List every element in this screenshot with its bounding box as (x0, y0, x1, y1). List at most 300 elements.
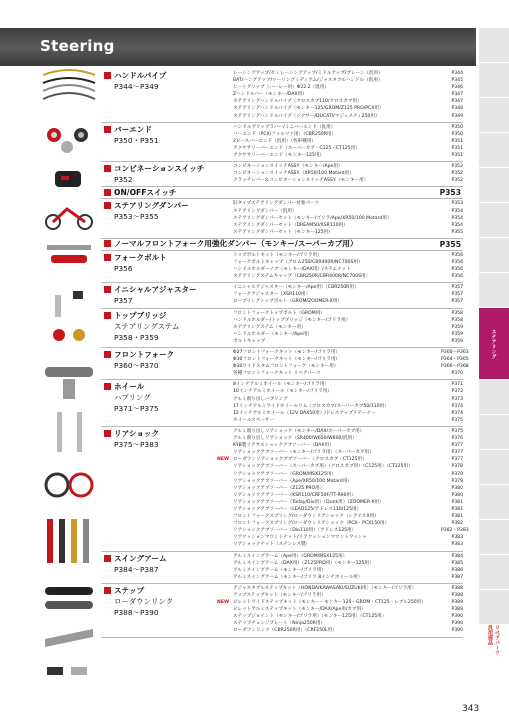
list-item (233, 273, 463, 280)
item-page: P352 (451, 178, 463, 184)
list-item (233, 541, 463, 548)
category-pages: P360〜P370 (114, 361, 159, 370)
list-item (233, 222, 463, 229)
item-page: P356 (451, 259, 463, 265)
product-photos (39, 67, 99, 687)
list-item (233, 527, 469, 534)
item-page: P347 (451, 99, 463, 105)
category-name: コンビネーションスイッチ (104, 164, 233, 174)
bullet-square-icon (104, 189, 111, 196)
item-page: P375 (451, 428, 463, 434)
item-title: ステップチェンジプレート（Ninja250R用） (233, 621, 326, 627)
list-item (233, 410, 463, 417)
item-title: フロントフォークトップボルト（GROM用） (233, 310, 325, 316)
item-page: P364・P365 (441, 357, 469, 363)
item-title: リアショックアブソーバー（Today/Dio用）（Dunk用）（ZOOMER-X用） (233, 499, 384, 505)
bullet-square-icon (104, 126, 111, 133)
category-subname: ステアリングステム (114, 321, 180, 331)
item-title: 旧タイプステアリングダンパー対象パーツ (233, 201, 319, 207)
item-title: ステアリングダンパーセット（モンキー/ゴリラ/Ape/XR50/100 Motard用） (233, 215, 392, 221)
category-name: ホイール (104, 382, 233, 392)
list-item (233, 349, 469, 356)
category-name: トップブリッジ (104, 311, 233, 321)
item-title: 各種フロントフォークキット リペアパーツ (233, 371, 321, 377)
item-list (233, 162, 463, 186)
category-section (101, 348, 469, 380)
index-tab[interactable] (479, 98, 509, 133)
category-section (101, 199, 463, 238)
list-item (233, 266, 463, 273)
new-badge: NEW (217, 457, 230, 463)
list-item (233, 229, 463, 236)
index-tab[interactable] (479, 380, 509, 415)
item-title: アクセサリーバーエンド（モンキー125用） (233, 153, 325, 159)
category-subname: ハブリング (114, 393, 151, 403)
item-page: P352 (451, 171, 463, 177)
item-title: Φ30フロントフォークキット（モンキー/ゴリラ用） (233, 357, 341, 363)
item-page: P381 (451, 499, 463, 505)
list-item (233, 356, 469, 363)
item-title: リアショックアブソーバー（モンキー/ゴリラ用）（スーパーカブ用） (233, 450, 374, 456)
index-tab[interactable] (479, 415, 509, 450)
item-page: P359 (451, 331, 463, 337)
category-pages: P384〜P387 (114, 564, 159, 574)
item-page: P383 (451, 535, 463, 541)
bullet-square-icon (104, 202, 111, 209)
list-item (233, 381, 463, 388)
bullet-square-icon (104, 240, 111, 247)
category-pages: P371〜P375 (114, 404, 159, 414)
item-list (233, 283, 463, 307)
item-title: ハンドルホルダー/トップブリッジ（モンキー/ゴリラ用） (233, 317, 351, 323)
category-name: ステップ (104, 586, 233, 596)
item-title: ローダウンリアショックアブソーバー（クロスカブ・CT125用） (233, 457, 367, 463)
list-item (233, 331, 463, 338)
category-name: ON/OFFスイッチ (101, 188, 440, 198)
list-item (233, 310, 463, 317)
category-pages: P388〜P390 (114, 607, 159, 617)
item-page: P378 (451, 464, 463, 470)
category-pages: P375〜P383 (114, 439, 159, 449)
item-page: P359 (451, 324, 463, 330)
index-tab[interactable] (479, 555, 509, 590)
list-item (233, 485, 463, 492)
item-page: P388 (451, 593, 463, 598)
list-item (233, 170, 463, 177)
category-section (101, 427, 469, 552)
category-pages: P353〜P355 (114, 212, 159, 222)
list-item (233, 215, 463, 222)
list-item (233, 370, 463, 377)
item-page: P348 (451, 106, 463, 112)
catalog-index (101, 69, 469, 638)
list-item (233, 534, 463, 541)
list-item (233, 298, 463, 305)
list-item (233, 77, 463, 84)
item-title: 2ピースバーエンド（汎用）（各車種用） (233, 138, 316, 144)
index-tab[interactable] (479, 485, 509, 520)
item-title: アクセサリーバーエンド（スーパーカブ・C125・CT125用） (233, 145, 360, 151)
item-page: P379 (451, 478, 463, 484)
index-tab[interactable] (479, 273, 509, 308)
item-title: 8インチアルミホイール（モンキー/ゴリラ用） (233, 382, 330, 388)
bullet-square-icon (104, 312, 111, 319)
list-item (233, 200, 463, 207)
item-page: P377 (451, 443, 463, 449)
bullet-square-icon (104, 383, 111, 390)
page-number: 343 (462, 704, 480, 714)
item-page: P351 (451, 145, 463, 151)
category-name: リアショック (104, 429, 233, 439)
list-item (233, 520, 463, 527)
item-title: ハンドルグリップラバー/ミニバーエンド（汎用） (233, 124, 336, 130)
list-item (233, 478, 463, 485)
item-title: フォークアジャスター（XSR110用） (233, 292, 311, 298)
item-page: P381 (451, 506, 463, 512)
item-page: P353 (451, 201, 463, 207)
item-title: アルミ削り出しリアショック（モンキー/DAX/スーパーカブ用） (233, 428, 365, 434)
item-page: P358 (451, 310, 463, 316)
item-title: ロープリングトップボルト（GROM/ZOOMER-X用） (233, 299, 342, 305)
list-item (233, 145, 463, 152)
item-title: イニシャルアジャスター（モンキー/Ape用）（CBR250R用） (233, 285, 359, 291)
item-title: アルミ削り出しリアショック（SR400/W650/W800/汎用） (233, 436, 357, 442)
bullet-square-icon (104, 430, 111, 437)
item-title: 12インチアルミホイール（12V DAX50用）/ドレスアップリテーナー (233, 410, 376, 416)
index-tab[interactable] (479, 520, 509, 555)
item-title: リアショックアブソーバー（スーパーカブ用）（クロスカブ用）（C125用）（CT125用） (233, 464, 413, 470)
list-item (233, 417, 463, 424)
category-section (101, 69, 463, 123)
list-item (233, 613, 463, 620)
item-title: ピレットワイドステップキット（モンキー・モンキー125・GROM・CT125・レブル250用） (233, 600, 426, 606)
item-page: P346 (451, 85, 463, 91)
category-label (101, 283, 233, 307)
list-item (233, 338, 463, 345)
item-page: P390 (451, 614, 463, 620)
item-page: P358 (451, 317, 463, 323)
item-page: P382・P383 (441, 528, 469, 534)
item-page: P357 (451, 285, 463, 291)
item-page: P350 (451, 124, 463, 130)
list-item (233, 259, 463, 266)
category-name: ノーマルフロントフォーク用強化ダンパー（モンキー/スーパーカブ用） (101, 239, 440, 249)
category-pages: P353 (439, 188, 461, 198)
category-pages: P357 (114, 296, 133, 306)
item-page: P356 (451, 274, 463, 280)
category-section (101, 552, 463, 584)
list-item (233, 560, 463, 567)
list-item (233, 252, 463, 259)
item-page: P380 (451, 492, 463, 498)
item-title: ステアリングダンパーセット（DREAM50/XSR110用） (233, 222, 348, 228)
category-label (101, 380, 233, 426)
item-title: ステアリングステムキャップ（CBR250R/CBR400R/NC700S用） (233, 274, 371, 280)
category-section (101, 309, 463, 348)
item-list (217, 427, 469, 551)
list-item (233, 396, 463, 403)
item-title: ホイールスペーサー (233, 417, 275, 423)
list-item (233, 592, 463, 599)
item-page: P357 (451, 299, 463, 305)
item-title: ステアリングハンドルパイプ（ジクサー/DUCATI/マジェスティ250用） (233, 113, 380, 119)
bullet-square-icon (104, 286, 111, 293)
item-page: P355 (451, 229, 463, 235)
item-title: アップステップキット（モンキー/ゴリラ用） (233, 593, 326, 598)
list-item (233, 403, 463, 410)
item-page: P356 (451, 267, 463, 273)
category-label (101, 69, 233, 122)
list-item (233, 606, 463, 613)
item-list (233, 348, 469, 379)
list-item (233, 471, 463, 478)
list-item (233, 105, 463, 112)
list-item (233, 620, 463, 627)
item-page: P349 (451, 113, 463, 119)
item-title: リアショックアブソーバー（GROM/MSX125用） (233, 471, 337, 477)
list-item (233, 98, 463, 105)
category-section (101, 162, 463, 187)
item-title: フロントフォークスプリング/ローダウンリアショック（シグナスX用） (233, 514, 379, 520)
list-item (233, 567, 463, 574)
list-item (233, 499, 463, 506)
item-page: P382 (451, 521, 463, 527)
item-page: P389 (451, 600, 463, 606)
item-list (233, 309, 463, 347)
item-page: P350 (451, 131, 463, 137)
item-list (217, 584, 463, 637)
list-item (233, 492, 463, 499)
item-page: P370 (451, 371, 463, 377)
category-pages: P356 (114, 263, 133, 273)
index-tab[interactable] (479, 28, 509, 63)
list-item (233, 324, 463, 331)
item-page: P390 (451, 628, 463, 634)
item-page: P354 (451, 215, 463, 221)
item-title: レーシングアップ/セミレーシングアップ/ミドルアップ/ブレーン（汎用） (233, 71, 383, 76)
category-name: フォークボルト (104, 253, 233, 263)
item-page: P383 (451, 542, 463, 548)
category-label (101, 123, 233, 161)
bullet-square-icon (104, 351, 111, 358)
item-page: P352 (451, 164, 463, 170)
item-title: リアショックアブソーバー（Z125 PRO用） (233, 485, 325, 491)
item-title: ステアリングダンパーセット（モンキー125用） (233, 229, 333, 235)
list-item (233, 317, 463, 324)
list-item (233, 513, 463, 520)
item-page: P380 (451, 485, 463, 491)
list-item (233, 163, 463, 170)
item-page: P388 (451, 585, 463, 591)
list-item (217, 599, 463, 606)
bullet-square-icon (104, 555, 111, 562)
item-page: P347 (451, 92, 463, 98)
item-title: BAT/ハングアップ/ツーリングミディアム/ジャスタブルハンドル（汎用） (233, 78, 383, 84)
bullet-square-icon (104, 254, 111, 261)
item-title: コンビネーションスイッチASSY.（モンキー/Ape用） (233, 164, 343, 170)
item-page: P390 (451, 621, 463, 627)
category-label (101, 427, 233, 551)
new-badge: NEW (217, 600, 230, 606)
item-list (233, 251, 463, 282)
list-item (233, 284, 463, 291)
item-title: フロントフォークスプリング/ローダウンリアショック（PCX・PCX150用） (233, 521, 390, 527)
index-tab[interactable] (479, 203, 509, 238)
index-tab[interactable] (479, 238, 509, 273)
item-title: Zハンドルバー（モンキー/DAX用） (233, 92, 307, 98)
index-tab[interactable] (479, 168, 509, 203)
side-index-tabs (479, 28, 509, 696)
item-title: ステアリングステム（モンキー用） (233, 324, 306, 330)
list-item (233, 113, 463, 120)
index-tab-label: リペアパーツ 汎用部品 (487, 625, 500, 655)
item-title: アルミスイングアーム（Ape用）（GROM/MSX125用） (233, 553, 348, 559)
item-page: P351 (451, 138, 463, 144)
list-item (233, 291, 463, 298)
list-item (217, 456, 463, 463)
item-title: コンビネーションスイッチASSY.（XR50/100 Motard用） (233, 171, 354, 177)
item-list (233, 199, 463, 237)
item-title: リアショックアブソーバー（KSR110/CRF50F/TT-R90用） (233, 492, 356, 498)
category-label (101, 251, 233, 282)
category-pages: P350・P351 (114, 135, 159, 145)
category-label (101, 584, 233, 637)
item-title: リアショックアブソーバー（Dio110用）（アドレス125用） (233, 528, 357, 534)
item-title: アルミスイングアーム（モンキー/ゴリラ 8インチホイール用） (233, 574, 363, 580)
item-title: Φ27フロントフォークキット（モンキー/ゴリラ用） (233, 350, 341, 355)
item-list (233, 552, 463, 583)
category-pages: P344〜P349 (114, 82, 159, 91)
item-list (233, 69, 463, 122)
list-item (233, 449, 463, 456)
item-page: P389 (451, 607, 463, 613)
item-title: アルミスイングアーム（DAX用）（Z125PRO用）（モンキー125用） (233, 560, 374, 566)
index-tab[interactable] (479, 308, 509, 380)
category-row (101, 239, 463, 251)
item-page: P359 (451, 338, 463, 344)
category-section (101, 123, 463, 162)
list-item (233, 70, 463, 77)
list-item (233, 388, 463, 395)
category-pages: P358・P359 (114, 332, 159, 342)
category-name: バーエンド (104, 125, 233, 135)
item-list (233, 380, 463, 426)
category-name: イニシャルアジャスター (104, 285, 233, 295)
item-page: P345 (451, 78, 463, 84)
list-item (233, 177, 463, 184)
item-title: 17インチアルミワイドホイールリム（クロスカブ/スーパーカブ50/110用） (233, 403, 389, 409)
item-title: クラッチレバー＆コンビネーションスイッチASSY.（モンキー用） (233, 178, 369, 184)
bullet-square-icon (104, 587, 111, 594)
item-page: P371 (451, 382, 463, 388)
item-page: P372 (451, 389, 463, 395)
item-title: リアショックナット（ステンレス製） (233, 542, 311, 548)
list-item (233, 131, 463, 138)
index-tab[interactable] (479, 133, 509, 168)
category-section (101, 584, 463, 638)
item-title: トップボルトキット（モンキー/ゴリラ用） (233, 252, 322, 258)
item-page: P356 (451, 252, 463, 258)
item-title: ハンドルホルダー（モンキー/Ape用） (233, 331, 313, 337)
item-title: リアショックアブソーバー（LEAD125/アドレス110/125用） (233, 506, 362, 512)
list-item (233, 428, 463, 435)
category-pages: P352 (114, 175, 133, 185)
item-page: P384 (451, 553, 463, 559)
list-item (233, 152, 463, 159)
item-page: P386 (451, 567, 463, 573)
index-tab[interactable] (479, 63, 509, 98)
item-title: ボルトキャップ (233, 338, 266, 344)
item-title: ステアリングハンドルパイプ（モンキー125/GROM/Z125 PRO/PCX用） (233, 106, 384, 112)
item-page: P373 (451, 396, 463, 402)
list-item (233, 553, 463, 560)
item-title: フォークボルトキャップ（グロム250/CBR400R/NC700S用） (233, 259, 363, 265)
index-tab[interactable] (479, 590, 509, 625)
item-page: P375 (451, 417, 463, 423)
category-section (101, 380, 463, 427)
list-item (233, 84, 463, 91)
item-list (233, 123, 463, 161)
category-name: ステアリングダンパー (104, 201, 233, 211)
index-tab-label: ステアリング (490, 328, 497, 359)
item-page: P354 (451, 208, 463, 214)
list-item (233, 463, 463, 470)
item-title: ヒートグリップ（ハーレー用）Φ22.2（汎用） (233, 85, 329, 91)
item-page: P385 (451, 560, 463, 566)
category-label (101, 162, 233, 186)
category-row (101, 187, 463, 199)
list-item (233, 138, 463, 145)
item-title: アルミスイングアーム（モンキー/ゴリラ用） (233, 567, 326, 573)
category-pages: P355 (439, 239, 461, 249)
item-page: P387 (451, 574, 463, 580)
list-item (233, 506, 463, 513)
item-page: P351 (451, 153, 463, 159)
item-title: リアショックアブソーバー（Ape/XR50/100 Motard用） (233, 478, 352, 484)
item-title: リアクッションマウントナット/リアクッションマウントワッシャ (233, 535, 367, 541)
item-title: アルミ削り出しハブリング (233, 396, 288, 402)
list-item (233, 585, 463, 592)
list-item (233, 124, 463, 131)
bullet-square-icon (104, 72, 111, 79)
item-page: P376 (451, 436, 463, 442)
item-page: P360〜P363 (441, 350, 469, 355)
item-page: P354 (451, 222, 463, 228)
item-title: 10インチアルミホイール（モンキー/ゴリラ用） (233, 389, 332, 395)
item-page: P357 (451, 292, 463, 298)
category-name: ハンドルパイプ (104, 71, 233, 81)
category-section (101, 251, 463, 283)
item-page: P379 (451, 471, 463, 477)
index-tab[interactable] (479, 450, 509, 485)
index-tab[interactable] (479, 625, 509, 660)
list-item (233, 435, 463, 442)
category-section (101, 283, 463, 308)
item-title: バーエンド（PCX/フォルツァ用）（CBR250R用） (233, 131, 337, 137)
item-page: P381 (451, 514, 463, 520)
list-item (233, 91, 463, 98)
item-page: P344 (451, 71, 463, 76)
item-title: Φ30ワイドスタムフロントフォーク（モンキー用） (233, 364, 339, 370)
category-subname: ローダウンリンク (114, 596, 173, 606)
list-item (233, 574, 463, 581)
item-page: P377 (451, 457, 463, 463)
item-title: ピレットアルミステップキット（モンキー/DAX/Ape用/カブ用） (233, 607, 366, 613)
item-title: ローダウンリンク（CBR250R用）（CRF250L用） (233, 628, 337, 634)
item-page: P377 (451, 450, 463, 456)
category-label (101, 552, 233, 583)
category-name: スイングアーム (104, 554, 233, 564)
